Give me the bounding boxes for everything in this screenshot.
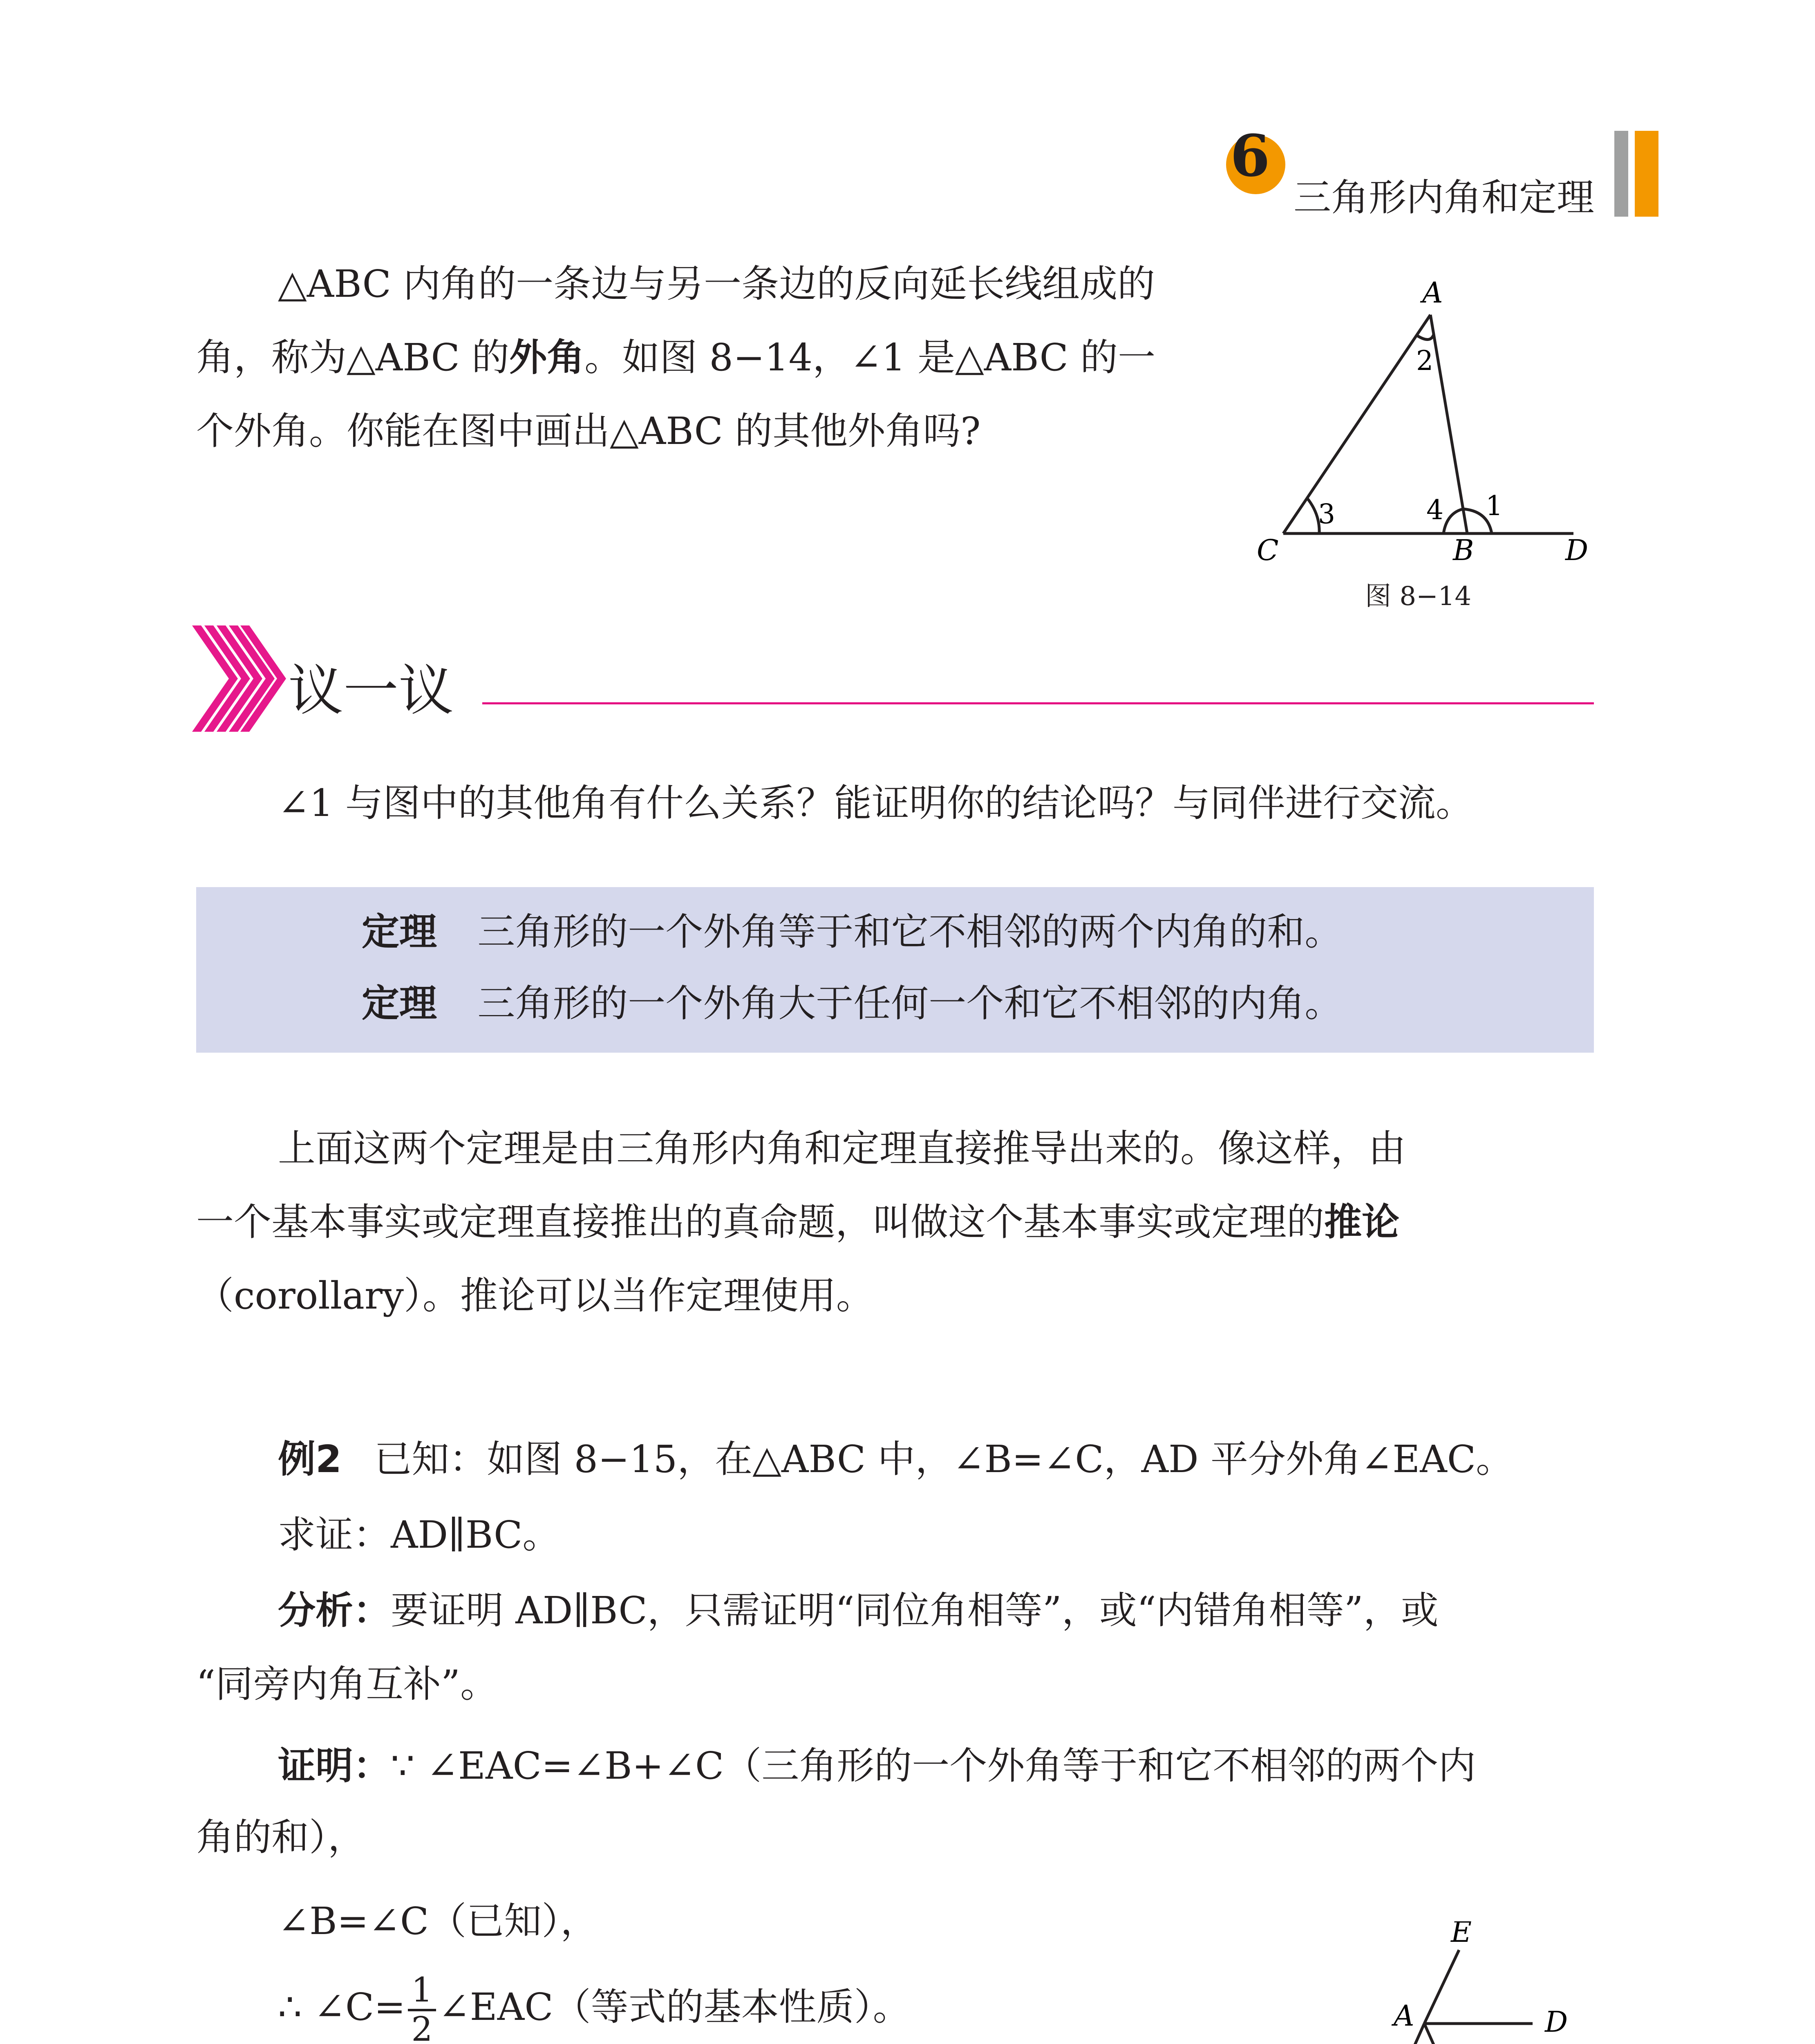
corollary-line-2 (196, 1186, 1399, 1259)
fig15-side-ac (1424, 2024, 1524, 2044)
figure-8-15 (1287, 1921, 1590, 2044)
fig15-label-e: E (1451, 1921, 1472, 1949)
example-prove: 求证：AD∥BC。 (278, 1513, 560, 1557)
analysis-label: 分析： (278, 1589, 391, 1632)
theorem-1-label: 定理 (362, 910, 437, 954)
proof-line-3-a: ∴ ∠C= (278, 1985, 406, 2029)
corollary-line-3: （corollary）。推论可以当作定理使用。 (196, 1274, 874, 1318)
header-bar-orange (1635, 131, 1658, 217)
intro-line-2-b: 。如图 8−14，∠1 是△ABC 的一 (584, 336, 1156, 379)
fig15-label-d: D (1545, 2005, 1568, 2039)
example-analysis-line-1 (278, 1574, 1439, 1647)
proof-text-1: ∵ ∠EAC=∠B+∠C（三角形的一个外角等于和它不相邻的两个内 (391, 1744, 1476, 1788)
fig14-arc-angle-3 (1307, 498, 1319, 533)
proof-line-3-b: ∠EAC（等式的基本性质）。 (438, 1985, 911, 2029)
fig15-label-a: A (1394, 1999, 1414, 2033)
intro-line-3: 个外角。你能在图中画出△ABC 的其他外角吗? (196, 409, 981, 453)
fig14-label-2: 2 (1416, 345, 1433, 377)
fig14-label-d: D (1565, 533, 1589, 567)
fig14-arc-angle-2 (1417, 334, 1434, 340)
intro-line-2-a: 角，称为△ABC 的 (196, 336, 510, 379)
chapter-number: 6 (1230, 123, 1270, 190)
discuss-title: 议一议 (288, 659, 454, 723)
theorem-2-label: 定理 (362, 982, 437, 1025)
chapter-title: 三角形内角和定理 (1294, 176, 1595, 220)
fig14-label-4: 4 (1426, 494, 1443, 526)
fraction-one-half (408, 1971, 436, 2044)
intro-line-1: △ABC 内角的一条边与另一条边的反向延长线组成的 (278, 262, 1155, 306)
example-given (278, 1423, 1513, 1496)
example-analysis-line-2: “同旁内角互补”。 (196, 1662, 498, 1706)
fraction-numerator: 1 (408, 1974, 436, 2011)
fig14-label-c: C (1257, 533, 1279, 567)
theorem-2-text: 三角形的一个外角大于任何一个和它不相邻的内角。 (477, 982, 1343, 1025)
header-bar-grey (1614, 131, 1628, 217)
fraction-denominator: 2 (411, 2010, 433, 2044)
intro-line-2 (196, 321, 1155, 394)
fig14-label-3: 3 (1318, 498, 1335, 530)
theorem-1-text: 三角形的一个外角等于和它不相邻的两个内角的和。 (477, 910, 1343, 954)
fig14-caption: 图 8−14 (1365, 581, 1472, 612)
theorem-2 (362, 967, 1342, 1040)
fig14-label-b: B (1453, 533, 1474, 567)
corollary-line-2-a: 一个基本事实或定理直接推出的真命题，叫做这个基本事实或定理的 (196, 1200, 1325, 1244)
figure-8-14 (1247, 278, 1614, 630)
fig14-label-a: A (1422, 278, 1443, 309)
discuss-rule (482, 702, 1594, 704)
example-given-text: 已知：如图 8−15，在△ABC 中，∠B=∠C，AD 平分外角∠EAC。 (374, 1437, 1514, 1481)
fig14-side-ca (1283, 315, 1430, 533)
proof-line-2: ∠B=∠C（已知）， (278, 1899, 598, 1943)
proof-line-1b: 角的和）， (196, 1815, 366, 1859)
term-exterior-angle: 外角 (509, 336, 585, 379)
theorem-1 (362, 895, 1342, 969)
proof-line-3 (278, 1970, 911, 2044)
proof-line-1 (278, 1729, 1476, 1803)
fig15-line-ae (1424, 1950, 1459, 2024)
example-label: 例2 (278, 1437, 342, 1481)
theorem-box (196, 887, 1594, 1053)
fig14-label-1: 1 (1486, 490, 1503, 522)
proof-label: 证明： (278, 1744, 391, 1788)
term-corollary: 推论 (1324, 1200, 1400, 1244)
fig14-arc-angle-4 (1443, 509, 1463, 533)
discuss-chevrons-icon (192, 625, 286, 732)
analysis-text-1: 要证明 AD∥BC，只需证明“同位角相等”，或“内错角相等”，或 (391, 1589, 1439, 1632)
corollary-line-1: 上面这两个定理是由三角形内角和定理直接推导出来的。像这样，由 (278, 1127, 1406, 1170)
discuss-question: ∠1 与图中的其他角有什么关系？能证明你的结论吗？与同伴进行交流。 (278, 781, 1473, 825)
